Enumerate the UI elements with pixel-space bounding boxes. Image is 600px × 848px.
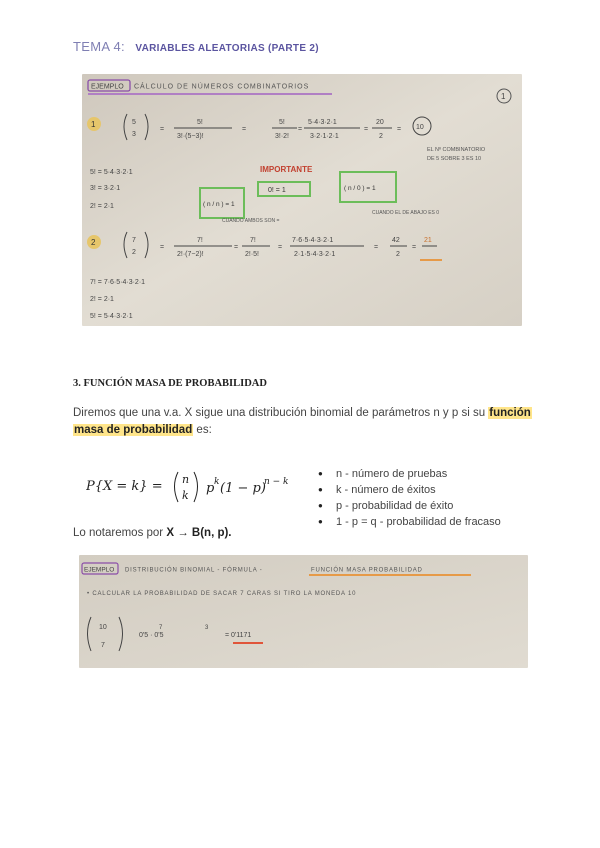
svg-text:20: 20 [376, 119, 384, 126]
svg-text:k: k [214, 477, 220, 487]
document-header [73, 38, 319, 56]
svg-text:2: 2 [132, 249, 136, 256]
svg-text:1: 1 [91, 120, 96, 129]
intro-paragraph: Diremos que una v.a. X sigue una distribución binomial de parámetros n y p si su función masa de probabilidad es: [73, 407, 531, 436]
svg-text:3: 3 [205, 625, 209, 631]
svg-text:42: 42 [392, 237, 400, 244]
svg-text:3!·(5−3)!: 3!·(5−3)! [177, 133, 204, 140]
list-item: ● p - probabilidad de éxito [318, 498, 501, 514]
svg-text:k: k [182, 489, 189, 502]
result-1: 10 [416, 124, 424, 131]
svg-text:3!·2!: 3!·2! [275, 133, 290, 140]
svg-text:CUANDO EL DE ABAJO ES 0: CUANDO EL DE ABAJO ES 0 [372, 210, 440, 216]
svg-text:=: = [242, 126, 247, 133]
svg-text:EL Nº COMBINATORIO: EL Nº COMBINATORIO [427, 147, 486, 153]
notation-value: X → B(n, p). [166, 527, 232, 539]
svg-text:=: = [374, 244, 379, 251]
svg-text:2! = 2·1: 2! = 2·1 [90, 203, 114, 210]
svg-text:• CALCULAR LA PROBABILIDAD DE: • CALCULAR LA PROBABILIDAD DE SACAR 7 CARAS SI TIRO LA MONEDA 10 [87, 591, 357, 597]
svg-text:2·1·5·4·3·2·1: 2·1·5·4·3·2·1 [294, 251, 336, 258]
svg-text:7: 7 [101, 642, 105, 649]
svg-text:3: 3 [132, 131, 136, 138]
svg-text:2: 2 [396, 251, 400, 258]
highlight-funcion: función [489, 407, 531, 419]
svg-text:2!·5!: 2!·5! [245, 251, 260, 258]
svg-text:=: = [298, 126, 303, 133]
svg-text:5! = 5·4·3·2·1: 5! = 5·4·3·2·1 [90, 313, 133, 320]
svg-text:7: 7 [159, 625, 163, 631]
svg-text:n − k: n − k [264, 477, 289, 487]
svg-text:=: = [278, 244, 283, 251]
svg-text:( n / n ) = 1: ( n / n ) = 1 [203, 201, 235, 208]
svg-text:P{X = k} =: P{X = k} = [86, 479, 163, 494]
list-item: ● 1 - p = q - probabilidad de fracaso [318, 514, 501, 530]
svg-text:3·2·1·2·1: 3·2·1·2·1 [310, 133, 339, 140]
svg-text:7!: 7! [250, 237, 256, 244]
svg-text:=: = [160, 126, 165, 133]
svg-text:p: p [206, 481, 215, 496]
svg-text:7!: 7! [197, 237, 203, 244]
svg-text:=: = [412, 244, 417, 251]
svg-text:DE 5 SOBRE 3 ES 10: DE 5 SOBRE 3 ES 10 [427, 156, 482, 162]
list-item: ● n - número de pruebas [318, 466, 501, 482]
svg-text:5!: 5! [197, 119, 203, 126]
highlight-masa-probabilidad: masa de probabilidad [74, 424, 193, 436]
notation-line: Lo notaremos por X → B(n, p). [73, 527, 232, 539]
svg-text:=: = [160, 244, 165, 251]
parameter-list [318, 466, 501, 530]
result-value: = 0'1171 [225, 632, 252, 639]
topic-title: VARIABLES ALEATORIAS (PARTE 2) [135, 43, 319, 54]
svg-text:2! = 2·1: 2! = 2·1 [90, 296, 114, 303]
svg-text:5·4·3·2·1: 5·4·3·2·1 [308, 119, 337, 126]
svg-text:=: = [234, 244, 239, 251]
result-2: 21 [424, 237, 432, 244]
topic-number: TEMA 4: [73, 39, 125, 54]
svg-text:3! = 3·2·1: 3! = 3·2·1 [90, 185, 121, 192]
svg-text:=: = [397, 126, 402, 133]
svg-text:0'5 · 0'5: 0'5 · 0'5 [139, 632, 164, 639]
svg-text:5: 5 [132, 119, 136, 126]
svg-text:2: 2 [91, 238, 96, 247]
photo1-heading: CÁLCULO DE NÚMEROS COMBINATORIOS [134, 83, 310, 91]
svg-text:7·6·5·4·3·2·1: 7·6·5·4·3·2·1 [292, 237, 334, 244]
svg-text:5!: 5! [279, 119, 285, 126]
svg-text:5! = 5·4·3·2·1: 5! = 5·4·3·2·1 [90, 169, 133, 176]
svg-text:(1 − p): (1 − p) [220, 481, 266, 496]
importante-label: IMPORTANTE [260, 165, 313, 174]
handwritten-example-photo-1 [82, 74, 522, 326]
factorial-zero: 0! = 1 [268, 187, 286, 194]
svg-text:n: n [182, 473, 190, 486]
ejemplo-label: EJEMPLO [91, 83, 124, 91]
svg-text:2!·(7−2)!: 2!·(7−2)! [177, 251, 204, 258]
svg-text:EJEMPLO: EJEMPLO [84, 566, 115, 574]
svg-text:7: 7 [132, 237, 136, 244]
binomial-formula [86, 462, 296, 510]
page-mark: 1 [501, 92, 506, 101]
svg-text:( n / 0 ) = 1: ( n / 0 ) = 1 [344, 185, 376, 192]
section-title: 3. FUNCIÓN MASA DE PROBABILIDAD [73, 378, 267, 389]
svg-text:=: = [364, 126, 369, 133]
svg-text:2: 2 [379, 133, 383, 140]
list-item: ● k - número de éxitos [318, 482, 501, 498]
svg-text:CUANDO AMBOS SON =: CUANDO AMBOS SON = [222, 218, 280, 224]
svg-text:10: 10 [99, 624, 107, 631]
svg-text:DISTRIBUCIÓN BINOMIAL - FÓRMUL: DISTRIBUCIÓN BINOMIAL - FÓRMULA - [125, 567, 263, 574]
handwritten-example-photo-2 [79, 555, 528, 668]
svg-text:7! = 7·6·5·4·3·2·1: 7! = 7·6·5·4·3·2·1 [90, 279, 146, 286]
heading-highlight: FUNCIÓN MASA PROBABILIDAD [311, 567, 423, 574]
